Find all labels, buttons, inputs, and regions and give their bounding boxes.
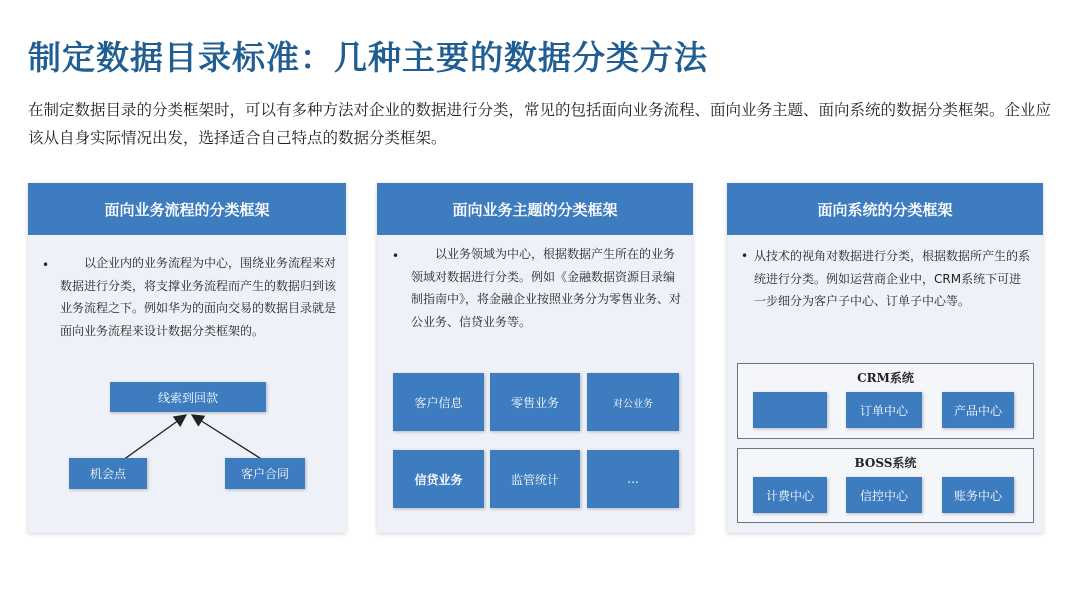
subject-cell-corporate: 对公业务 [587,373,679,431]
boss-system-frame [737,448,1034,523]
bullet-icon: • [42,258,50,272]
process-panel [28,183,346,533]
subject-panel-header: 面向业务主题的分类框架 [377,183,693,235]
subject-cell-more: ... [587,450,679,508]
system-description: 从技术的视角对数据进行分类，根据数据所产生的系统进行分类。例如运营商企业中，CRM系统下可进一步细分为客户子中心、订单子中心等。 [754,249,1031,308]
page-title: 制定数据目录标准：几种主要的数据分类方法 [28,38,708,77]
system-panel [727,183,1043,533]
crm-item-order: 订单中心 [846,392,922,428]
subject-cell-customer-info: 客户信息 [393,373,484,431]
subject-description: 以业务领域为中心，根据数据产生所在的业务领域对数据进行分类。例如《金融数据资源目录编制指南中》，将金融企业按照业务分为零售业务、对公业务、信贷业务等。 [411,247,682,329]
system-panel-header: 面向系统的分类框架 [727,183,1043,235]
crm-item-product: 产品中心 [942,392,1014,428]
subject-panel [377,183,693,533]
arrow-right-to-top [192,415,263,460]
process-panel-header: 面向业务流程的分类框架 [28,183,346,235]
intro-paragraph: 在制定数据目录的分类框架时，可以有多种方法对企业的数据进行分类，常见的包括面向业务流程、面向业务主题、面向系统的数据分类框架。企业应该从自身实际情况出发，选择适合自己特点的数据分类框架。 [28,101,1052,147]
bullet-icon: • [392,249,400,263]
diagram-node-lead-to-cash: 线索到回款 [110,382,266,412]
arrow-left-to-top [123,415,186,460]
subject-cell-retail: 零售业务 [490,373,580,431]
crm-item-customer: 客户中心 [753,392,827,428]
boss-system-title: BOSS系统 [854,456,917,470]
diagram-node-customer-contract: 客户合同 [225,458,305,489]
crm-system-title: CRM系统 [857,371,914,385]
bullet-icon: • [741,249,749,263]
boss-item-billing: 计费中心 [753,477,827,513]
diagram-node-opportunity: 机会点 [69,458,147,489]
crm-system-frame [737,363,1034,439]
boss-item-credit-control: 信控中心 [846,477,922,513]
subject-cell-regulatory: 监管统计 [490,450,580,508]
subject-cell-credit: 信贷业务 [393,450,484,508]
boss-item-accounting: 账务中心 [942,477,1014,513]
process-description: 以企业内的业务流程为中心，围绕业务流程来对数据进行分类，将支撑业务流程而产生的数据归到该业务流程之下。例如华为的面向交易的数据目录就是面向业务流程来设计数据分类框架的。 [60,256,337,338]
